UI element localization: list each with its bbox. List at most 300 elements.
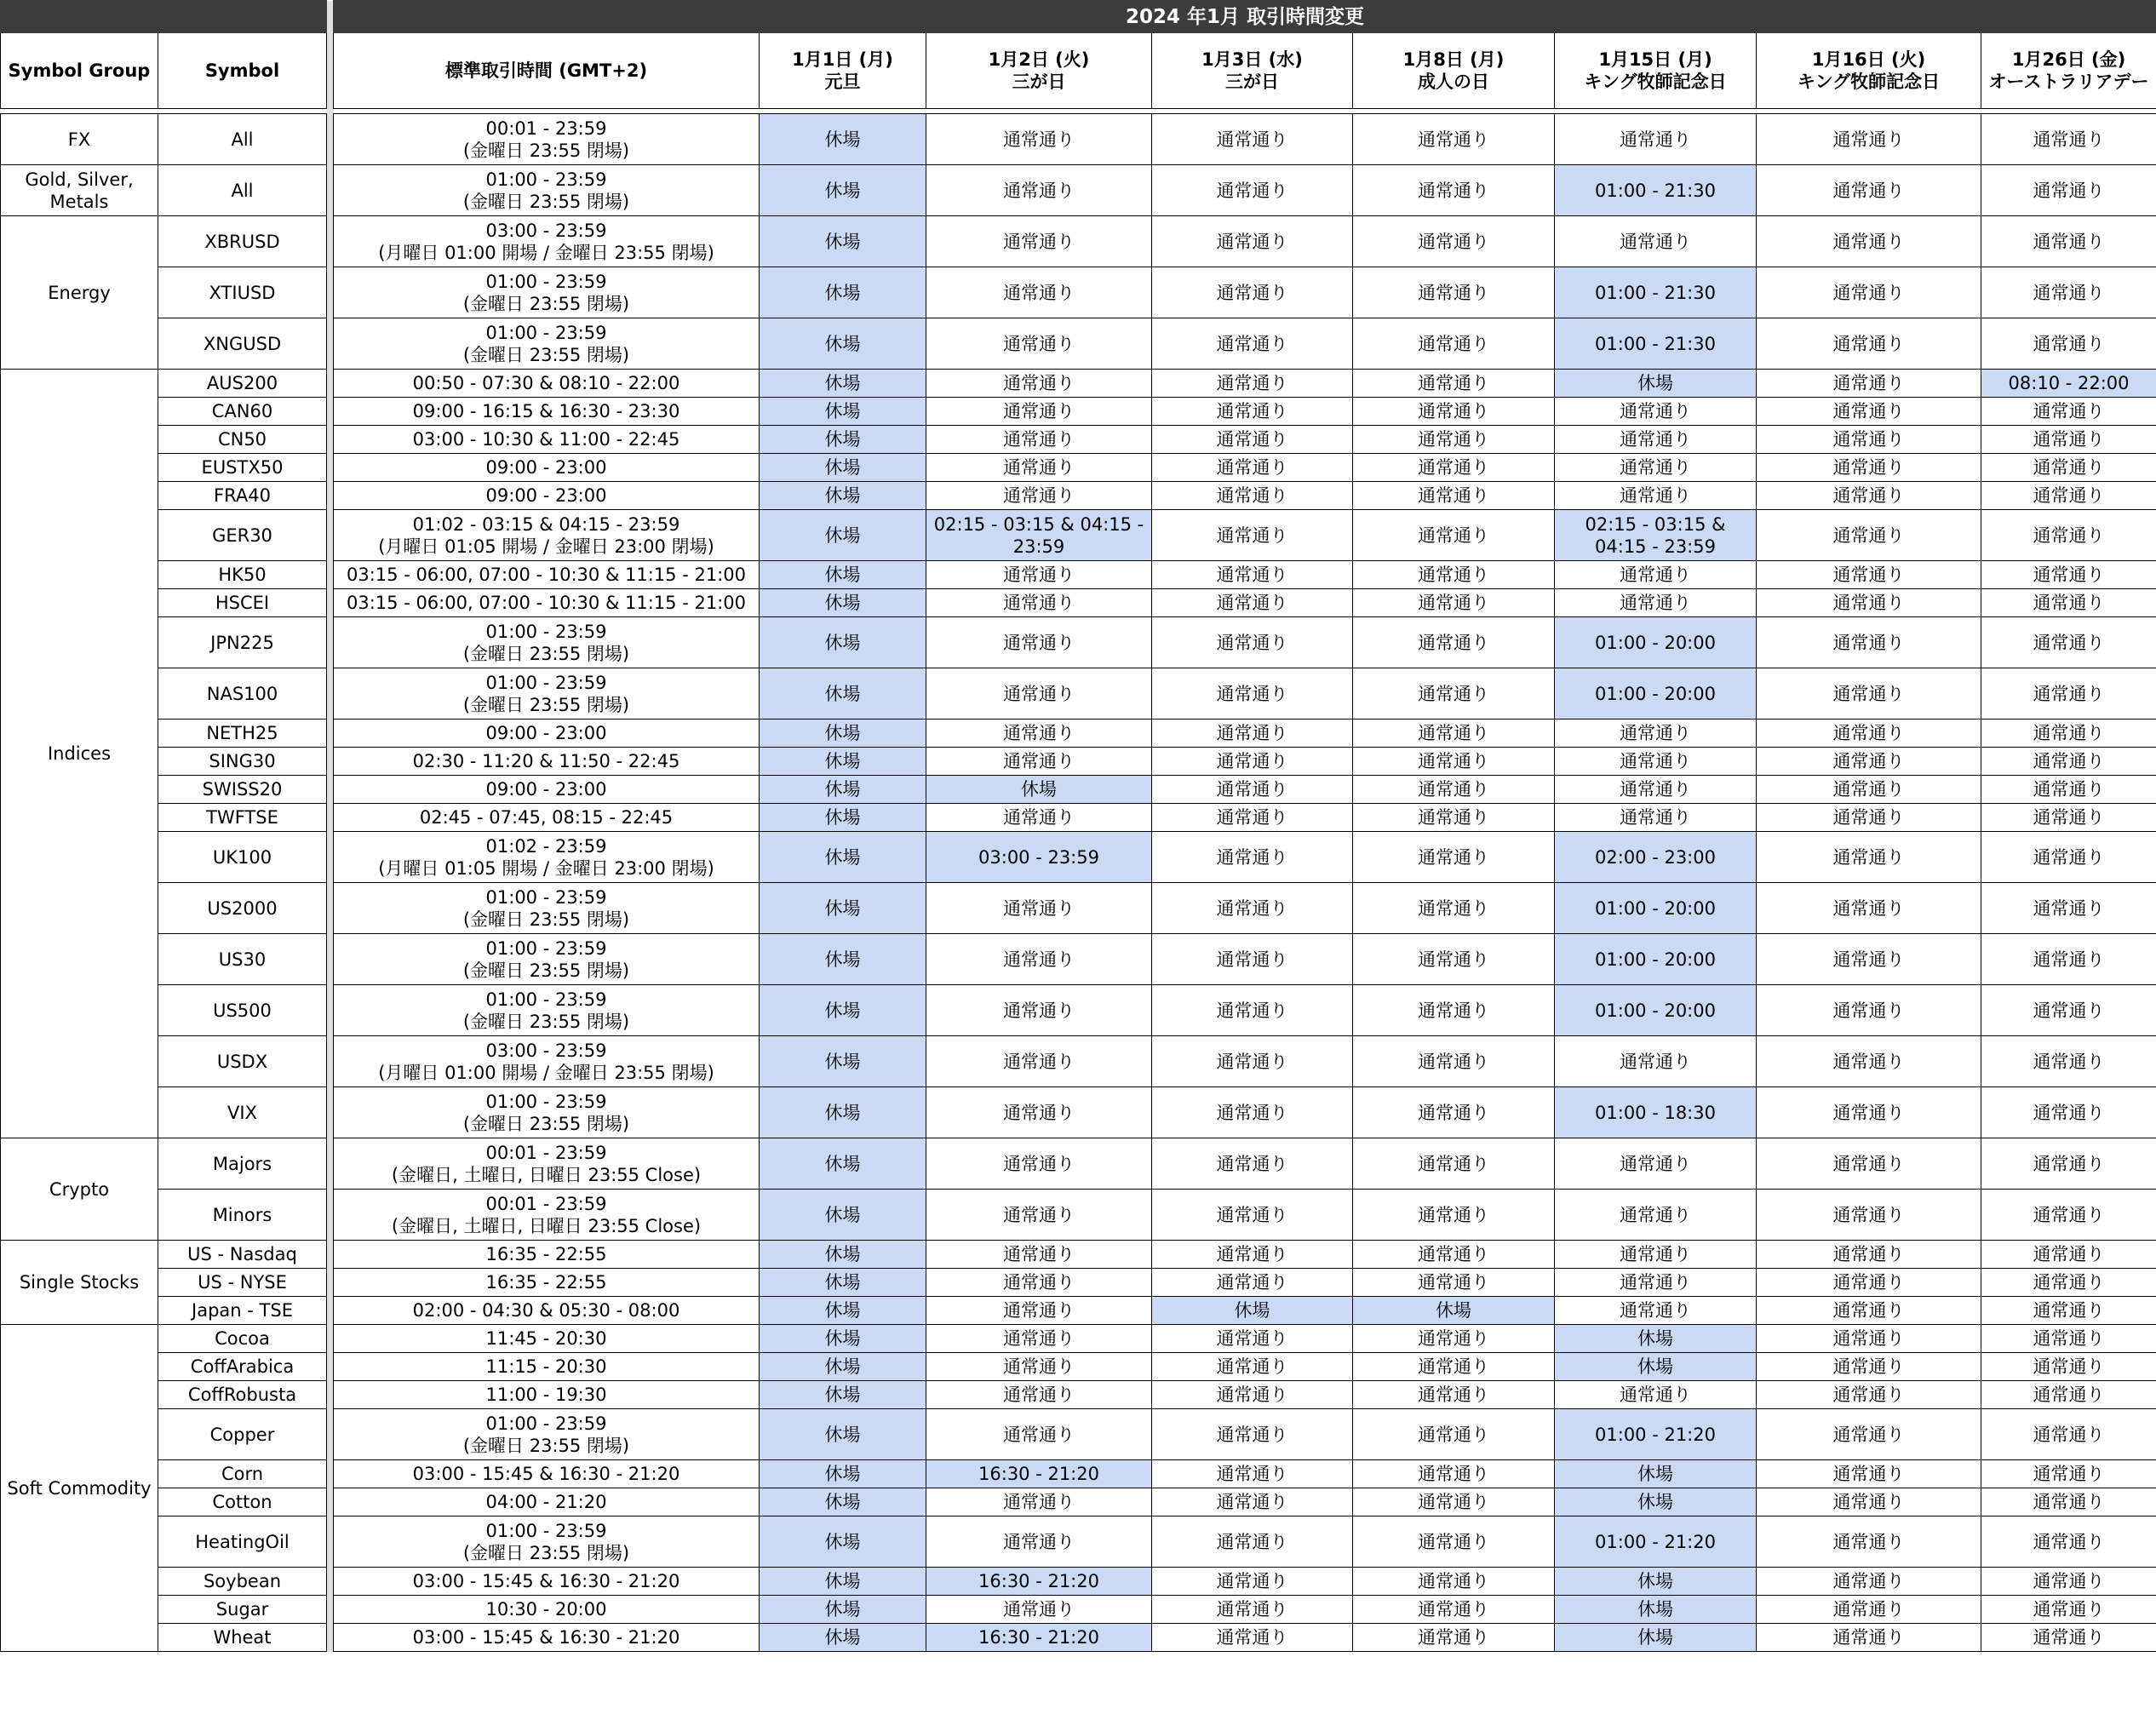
- column-separator: [327, 748, 334, 776]
- day-cell: 通常通り: [926, 114, 1152, 165]
- column-separator: [327, 561, 334, 589]
- column-separator: [327, 1624, 334, 1652]
- day-cell: 通常通り: [1353, 454, 1555, 482]
- day-cell: 通常通り: [1353, 748, 1555, 776]
- symbol-cell: NETH25: [158, 720, 327, 748]
- day-cell: 通常通り: [1555, 748, 1757, 776]
- standard-hours-line: 09:00 - 23:00: [485, 485, 607, 506]
- standard-hours-line: (金曜日 23:55 閉場): [462, 1435, 630, 1456]
- day-cell: 通常通り: [1981, 318, 2156, 370]
- column-separator: [327, 1460, 334, 1488]
- standard-hours-line: 03:00 - 15:45 & 16:30 - 21:20: [412, 1464, 680, 1484]
- day-cell: 通常通り: [1152, 1596, 1353, 1624]
- symbol-cell: SING30: [158, 748, 327, 776]
- column-separator: [327, 1568, 334, 1596]
- day-cell: 通常通り: [1981, 398, 2156, 426]
- column-separator: [327, 267, 334, 318]
- day-cell: 通常通り: [1353, 510, 1555, 561]
- standard-hours-cell: [334, 398, 760, 426]
- symbol-cell: Copper: [158, 1409, 327, 1460]
- column-separator: [327, 114, 334, 165]
- day-cell: 通常通り: [926, 1488, 1152, 1516]
- day-cell: 通常通り: [1555, 1297, 1757, 1325]
- table-row: [1, 1488, 2156, 1516]
- day-cell: 通常通り: [1981, 454, 2156, 482]
- day-cell: 通常通り: [1981, 1624, 2156, 1652]
- symbol-cell: XTIUSD: [158, 267, 327, 318]
- header-symbol-group: Symbol Group: [1, 33, 158, 109]
- table-row: [1, 883, 2156, 934]
- standard-hours-cell: [334, 1353, 760, 1381]
- day-cell: 通常通り: [1353, 720, 1555, 748]
- table-row: [1, 804, 2156, 832]
- standard-hours-line: 03:00 - 15:45 & 16:30 - 21:20: [412, 1627, 680, 1648]
- table-row: [1, 561, 2156, 589]
- symbol-cell: CoffArabica: [158, 1353, 327, 1381]
- table-row: [1, 668, 2156, 720]
- day-cell: 通常通り: [1152, 985, 1353, 1036]
- day-cell: 02:15 - 03:15 & 04:15 - 23:59: [1555, 510, 1757, 561]
- day-cell: 通常通り: [1152, 1488, 1353, 1516]
- column-separator: [327, 318, 334, 370]
- day-cell: 通常通り: [926, 934, 1152, 985]
- day-cell: 01:00 - 21:30: [1555, 318, 1757, 370]
- day-cell: 通常通り: [1981, 668, 2156, 720]
- header-day-6: 1月26日 (金) オーストラリアデー: [1981, 33, 2156, 109]
- day-cell: 通常通り: [1981, 1516, 2156, 1568]
- standard-hours-line: 00:01 - 23:59: [485, 118, 607, 139]
- day-cell: 通常通り: [1353, 1460, 1555, 1488]
- day-cell: 通常通り: [1981, 1241, 2156, 1269]
- day-cell: 通常通り: [926, 165, 1152, 216]
- standard-hours-cell: [334, 454, 760, 482]
- day-cell: 通常通り: [1152, 398, 1353, 426]
- column-separator: [327, 165, 334, 216]
- standard-hours-line: 09:00 - 23:00: [485, 457, 607, 478]
- standard-hours-line: 03:00 - 23:59: [485, 1040, 607, 1061]
- day-cell: 休場: [760, 1297, 926, 1325]
- day-cell: 通常通り: [1757, 165, 1981, 216]
- table-row: [1, 510, 2156, 561]
- standard-hours-line: (金曜日 23:55 閉場): [462, 344, 630, 365]
- day-cell: 通常通り: [1152, 114, 1353, 165]
- day-cell: 通常通り: [1353, 1036, 1555, 1087]
- symbol-cell: Corn: [158, 1460, 327, 1488]
- day-cell: 通常通り: [1353, 482, 1555, 510]
- table-row: [1, 1460, 2156, 1488]
- day-cell: 通常通り: [1152, 216, 1353, 267]
- day-cell: 通常通り: [1152, 617, 1353, 668]
- symbol-cell: XNGUSD: [158, 318, 327, 370]
- day-cell: 通常通り: [926, 454, 1152, 482]
- day-cell: 通常通り: [1981, 1087, 2156, 1138]
- symbol-cell: Cotton: [158, 1488, 327, 1516]
- day-cell: 休場: [1555, 1460, 1757, 1488]
- symbol-cell: CAN60: [158, 398, 327, 426]
- column-separator: [327, 1269, 334, 1297]
- day-cell: 通常通り: [926, 617, 1152, 668]
- day-cell: 休場: [760, 426, 926, 454]
- day-cell: 休場: [1555, 1353, 1757, 1381]
- symbol-group-cell: Indices: [1, 370, 158, 1138]
- day-cell: 通常通り: [1353, 934, 1555, 985]
- day-cell: 休場: [1555, 1624, 1757, 1652]
- symbol-cell: Wheat: [158, 1624, 327, 1652]
- standard-hours-cell: [334, 370, 760, 398]
- table-row: [1, 1269, 2156, 1297]
- day-cell: 通常通り: [1757, 1241, 1981, 1269]
- day-cell: 通常通り: [1757, 832, 1981, 883]
- day-cell: 通常通り: [1152, 482, 1353, 510]
- standard-hours-cell: [334, 216, 760, 267]
- standard-hours-cell: [334, 1269, 760, 1297]
- day-cell: 通常通り: [1757, 114, 1981, 165]
- standard-hours-line: 09:00 - 23:00: [485, 779, 607, 800]
- symbol-group-cell: Soft Commodity: [1, 1325, 158, 1652]
- day-cell: 通常通り: [1757, 1297, 1981, 1325]
- day-cell: 通常通り: [1757, 1460, 1981, 1488]
- day-cell: 通常通り: [1981, 1409, 2156, 1460]
- day-cell: 通常通り: [926, 1138, 1152, 1190]
- day-cell: 16:30 - 21:20: [926, 1624, 1152, 1652]
- symbol-cell: Majors: [158, 1138, 327, 1190]
- day-cell: 通常通り: [1555, 804, 1757, 832]
- day-cell: 休場: [760, 370, 926, 398]
- standard-hours-line: 11:00 - 19:30: [485, 1385, 607, 1405]
- symbol-cell: CoffRobusta: [158, 1381, 327, 1409]
- day-cell: 通常通り: [1555, 720, 1757, 748]
- standard-hours-line: (金曜日 23:55 閉場): [462, 140, 630, 161]
- column-separator: [327, 985, 334, 1036]
- day-cell: 通常通り: [1353, 1190, 1555, 1241]
- day-cell: 通常通り: [1152, 1460, 1353, 1488]
- column-separator: [327, 216, 334, 267]
- column-separator: [327, 454, 334, 482]
- day-cell: 通常通り: [1981, 720, 2156, 748]
- day-cell: 通常通り: [926, 1297, 1152, 1325]
- day-cell: 休場: [1555, 1488, 1757, 1516]
- day-cell: 通常通り: [1152, 1190, 1353, 1241]
- column-separator: [327, 1297, 334, 1325]
- day-cell: 通常通り: [1981, 985, 2156, 1036]
- day-cell: 休場: [1555, 1325, 1757, 1353]
- day-cell: 通常通り: [1353, 1624, 1555, 1652]
- standard-hours-line: 00:01 - 23:59: [485, 1193, 607, 1214]
- day-cell: 01:00 - 21:20: [1555, 1409, 1757, 1460]
- column-separator: [327, 1516, 334, 1568]
- day-cell: 通常通り: [1981, 114, 2156, 165]
- day-cell: 通常通り: [1555, 1138, 1757, 1190]
- day-cell: 休場: [760, 1190, 926, 1241]
- standard-hours-cell: [334, 985, 760, 1036]
- column-separator: [327, 1409, 334, 1460]
- header-day-1: 1月2日 (火) 三が日: [926, 33, 1152, 109]
- day-cell: 通常通り: [1353, 114, 1555, 165]
- day-cell: 通常通り: [1152, 832, 1353, 883]
- day-cell: 休場: [1353, 1297, 1555, 1325]
- standard-hours-line: 09:00 - 16:15 & 16:30 - 23:30: [412, 401, 680, 421]
- day-cell: 通常通り: [1555, 561, 1757, 589]
- day-cell: 通常通り: [1152, 1138, 1353, 1190]
- standard-hours-cell: [334, 1241, 760, 1269]
- day-cell: 01:00 - 20:00: [1555, 883, 1757, 934]
- day-cell: 通常通り: [1353, 1516, 1555, 1568]
- day-cell: 通常通り: [1981, 1488, 2156, 1516]
- table-row: [1, 1353, 2156, 1381]
- day-cell: 通常通り: [1981, 934, 2156, 985]
- day-cell: 休場: [760, 617, 926, 668]
- standard-hours-line: (金曜日 23:55 閉場): [462, 1113, 630, 1134]
- standard-hours-line: 02:00 - 04:30 & 05:30 - 08:00: [412, 1300, 680, 1321]
- column-separator: [327, 804, 334, 832]
- day-cell: 通常通り: [926, 482, 1152, 510]
- day-cell: 02:15 - 03:15 & 04:15 - 23:59: [926, 510, 1152, 561]
- day-cell: 01:00 - 21:30: [1555, 165, 1757, 216]
- table-row: [1, 482, 2156, 510]
- day-cell: 通常通り: [1152, 1409, 1353, 1460]
- day-cell: 01:00 - 20:00: [1555, 985, 1757, 1036]
- day-cell: 通常通り: [1555, 589, 1757, 617]
- day-cell: 通常通り: [1353, 216, 1555, 267]
- table-row: [1, 832, 2156, 883]
- day-cell: 通常通り: [926, 216, 1152, 267]
- day-cell: 通常通り: [926, 985, 1152, 1036]
- standard-hours-cell: [334, 1036, 760, 1087]
- day-cell: 通常通り: [926, 1353, 1152, 1381]
- day-cell: 通常通り: [1757, 1036, 1981, 1087]
- header-day-3: 1月8日 (月) 成人の日: [1353, 33, 1555, 109]
- standard-hours-cell: [334, 267, 760, 318]
- day-cell: 休場: [760, 482, 926, 510]
- table-row: [1, 1409, 2156, 1460]
- day-cell: 通常通り: [1981, 883, 2156, 934]
- column-separator: [327, 832, 334, 883]
- day-cell: 休場: [926, 776, 1152, 804]
- day-cell: 通常通り: [926, 1325, 1152, 1353]
- day-cell: 01:00 - 20:00: [1555, 617, 1757, 668]
- day-cell: 休場: [760, 804, 926, 832]
- standard-hours-line: 03:00 - 10:30 & 11:00 - 22:45: [412, 429, 680, 450]
- table-row: [1, 1381, 2156, 1409]
- standard-hours-cell: [334, 1624, 760, 1652]
- day-cell: 通常通り: [1555, 1269, 1757, 1297]
- day-cell: 16:30 - 21:20: [926, 1568, 1152, 1596]
- standard-hours-cell: [334, 668, 760, 720]
- symbol-group-cell: Energy: [1, 216, 158, 370]
- day-cell: 通常通り: [1757, 776, 1981, 804]
- symbol-cell: NAS100: [158, 668, 327, 720]
- column-separator: [327, 589, 334, 617]
- symbol-cell: JPN225: [158, 617, 327, 668]
- standard-hours-line: 01:00 - 23:59: [485, 1520, 607, 1541]
- day-cell: 通常通り: [1152, 1516, 1353, 1568]
- day-cell: 通常通り: [926, 1596, 1152, 1624]
- day-cell: 通常通り: [1353, 832, 1555, 883]
- title-bar: [1, 1, 2156, 33]
- day-cell: 休場: [760, 216, 926, 267]
- table-row: [1, 934, 2156, 985]
- day-cell: 通常通り: [1353, 617, 1555, 668]
- column-separator: [327, 1, 334, 33]
- day-cell: 通常通り: [1981, 1269, 2156, 1297]
- day-cell: 通常通り: [1353, 426, 1555, 454]
- day-cell: 通常通り: [1353, 1409, 1555, 1460]
- column-separator: [327, 1381, 334, 1409]
- standard-hours-line: 01:00 - 23:59: [485, 886, 607, 908]
- day-cell: 通常通り: [926, 1269, 1152, 1297]
- day-cell: 通常通り: [1757, 985, 1981, 1036]
- symbol-cell: Minors: [158, 1190, 327, 1241]
- symbol-cell: CN50: [158, 426, 327, 454]
- standard-hours-line: (金曜日 23:55 閉場): [462, 293, 630, 314]
- day-cell: 通常通り: [1555, 1241, 1757, 1269]
- day-cell: 通常通り: [1353, 267, 1555, 318]
- standard-hours-cell: [334, 883, 760, 934]
- day-cell: 通常通り: [1757, 267, 1981, 318]
- table-row: [1, 267, 2156, 318]
- day-cell: 通常通り: [1152, 1325, 1353, 1353]
- table-row: [1, 1036, 2156, 1087]
- column-separator: [327, 426, 334, 454]
- day-cell: 通常通り: [926, 720, 1152, 748]
- day-cell: 01:00 - 21:20: [1555, 1516, 1757, 1568]
- day-cell: 通常通り: [1981, 1460, 2156, 1488]
- day-cell: 通常通り: [1353, 398, 1555, 426]
- day-cell: 通常通り: [1757, 216, 1981, 267]
- symbol-cell: HK50: [158, 561, 327, 589]
- standard-hours-line: 01:00 - 23:59: [485, 1091, 607, 1112]
- day-cell: 通常通り: [1152, 589, 1353, 617]
- symbol-cell: HeatingOil: [158, 1516, 327, 1568]
- column-separator: [327, 1190, 334, 1241]
- header-row: [1, 33, 2156, 109]
- day-cell: 通常通り: [1152, 1269, 1353, 1297]
- day-cell: 通常通り: [1353, 1488, 1555, 1516]
- title-bar-blank-group: [1, 1, 158, 33]
- symbol-cell: GER30: [158, 510, 327, 561]
- day-cell: 通常通り: [1555, 1190, 1757, 1241]
- symbol-cell: Sugar: [158, 1596, 327, 1624]
- standard-hours-cell: [334, 1138, 760, 1190]
- day-cell: 通常通り: [1152, 454, 1353, 482]
- day-cell: 通常通り: [1152, 934, 1353, 985]
- standard-hours-cell: [334, 1325, 760, 1353]
- table-row: [1, 1325, 2156, 1353]
- day-cell: 通常通り: [1353, 561, 1555, 589]
- symbol-cell: All: [158, 165, 327, 216]
- day-cell: 03:00 - 23:59: [926, 832, 1152, 883]
- day-cell: 通常通り: [1152, 1087, 1353, 1138]
- day-cell: 通常通り: [926, 1381, 1152, 1409]
- day-cell: 休場: [1555, 1596, 1757, 1624]
- standard-hours-cell: [334, 482, 760, 510]
- day-cell: 休場: [760, 1325, 926, 1353]
- day-cell: 通常通り: [1757, 398, 1981, 426]
- day-cell: 休場: [760, 1516, 926, 1568]
- day-cell: 通常通り: [1555, 216, 1757, 267]
- day-cell: 通常通り: [1152, 748, 1353, 776]
- standard-hours-cell: [334, 1190, 760, 1241]
- day-cell: 通常通り: [1981, 1036, 2156, 1087]
- standard-hours-cell: [334, 1568, 760, 1596]
- day-cell: 通常通り: [926, 398, 1152, 426]
- day-cell: 休場: [760, 832, 926, 883]
- header-standard-hours: 標準取引時間 (GMT+2): [334, 33, 760, 109]
- table-title: 2024 年1月 取引時間変更: [334, 1, 2156, 33]
- title-bar-blank-symbol: [158, 1, 327, 33]
- day-cell: 通常通り: [1555, 776, 1757, 804]
- day-cell: 通常通り: [1353, 1353, 1555, 1381]
- standard-hours-line: (金曜日 23:55 閉場): [462, 191, 630, 212]
- column-separator: [327, 398, 334, 426]
- day-cell: 通常通り: [1353, 1325, 1555, 1353]
- table-row: [1, 426, 2156, 454]
- day-cell: 08:10 - 22:00: [1981, 370, 2156, 398]
- symbol-cell: US500: [158, 985, 327, 1036]
- symbol-cell: SWISS20: [158, 776, 327, 804]
- standard-hours-line: 03:15 - 06:00, 07:00 - 10:30 & 11:15 - 21:00: [347, 593, 746, 613]
- day-cell: 通常通り: [1981, 267, 2156, 318]
- day-cell: 通常通り: [1981, 748, 2156, 776]
- day-cell: 通常通り: [926, 1190, 1152, 1241]
- day-cell: 通常通り: [1981, 589, 2156, 617]
- standard-hours-line: 10:30 - 20:00: [485, 1599, 607, 1620]
- day-cell: 通常通り: [1757, 318, 1981, 370]
- day-cell: 通常通り: [926, 318, 1152, 370]
- symbol-cell: US - Nasdaq: [158, 1241, 327, 1269]
- day-cell: 通常通り: [1353, 165, 1555, 216]
- standard-hours-cell: [334, 1460, 760, 1488]
- table-row: [1, 370, 2156, 398]
- standard-hours-line: 01:00 - 23:59: [485, 621, 607, 642]
- day-cell: 通常通り: [1981, 426, 2156, 454]
- day-cell: 通常通り: [1555, 482, 1757, 510]
- standard-hours-cell: [334, 561, 760, 589]
- symbol-cell: USDX: [158, 1036, 327, 1087]
- day-cell: 通常通り: [1152, 1353, 1353, 1381]
- day-cell: 通常通り: [1757, 1409, 1981, 1460]
- day-cell: 休場: [760, 934, 926, 985]
- column-separator: [327, 720, 334, 748]
- column-separator: [327, 1596, 334, 1624]
- standard-hours-line: 09:00 - 23:00: [485, 723, 607, 743]
- day-cell: 01:00 - 20:00: [1555, 934, 1757, 985]
- day-cell: 通常通り: [1981, 1297, 2156, 1325]
- standard-hours-line: 11:15 - 20:30: [485, 1356, 607, 1377]
- day-cell: 通常通り: [1353, 1269, 1555, 1297]
- day-cell: 通常通り: [1757, 1488, 1981, 1516]
- symbol-cell: AUS200: [158, 370, 327, 398]
- day-cell: 休場: [760, 510, 926, 561]
- table-body: [1, 114, 2156, 1652]
- day-cell: 休場: [760, 561, 926, 589]
- column-separator: [327, 33, 334, 109]
- day-cell: 休場: [760, 748, 926, 776]
- day-cell: 通常通り: [926, 1409, 1152, 1460]
- symbol-group-cell: Crypto: [1, 1138, 158, 1241]
- day-cell: 通常通り: [1757, 748, 1981, 776]
- table-row: [1, 1516, 2156, 1568]
- day-cell: 通常通り: [1981, 510, 2156, 561]
- table-row: [1, 398, 2156, 426]
- day-cell: 休場: [760, 267, 926, 318]
- standard-hours-line: 01:02 - 23:59: [485, 835, 607, 857]
- day-cell: 休場: [760, 776, 926, 804]
- standard-hours-line: 00:01 - 23:59: [485, 1142, 607, 1163]
- day-cell: 休場: [760, 398, 926, 426]
- day-cell: 通常通り: [1981, 1568, 2156, 1596]
- table-row: [1, 1087, 2156, 1138]
